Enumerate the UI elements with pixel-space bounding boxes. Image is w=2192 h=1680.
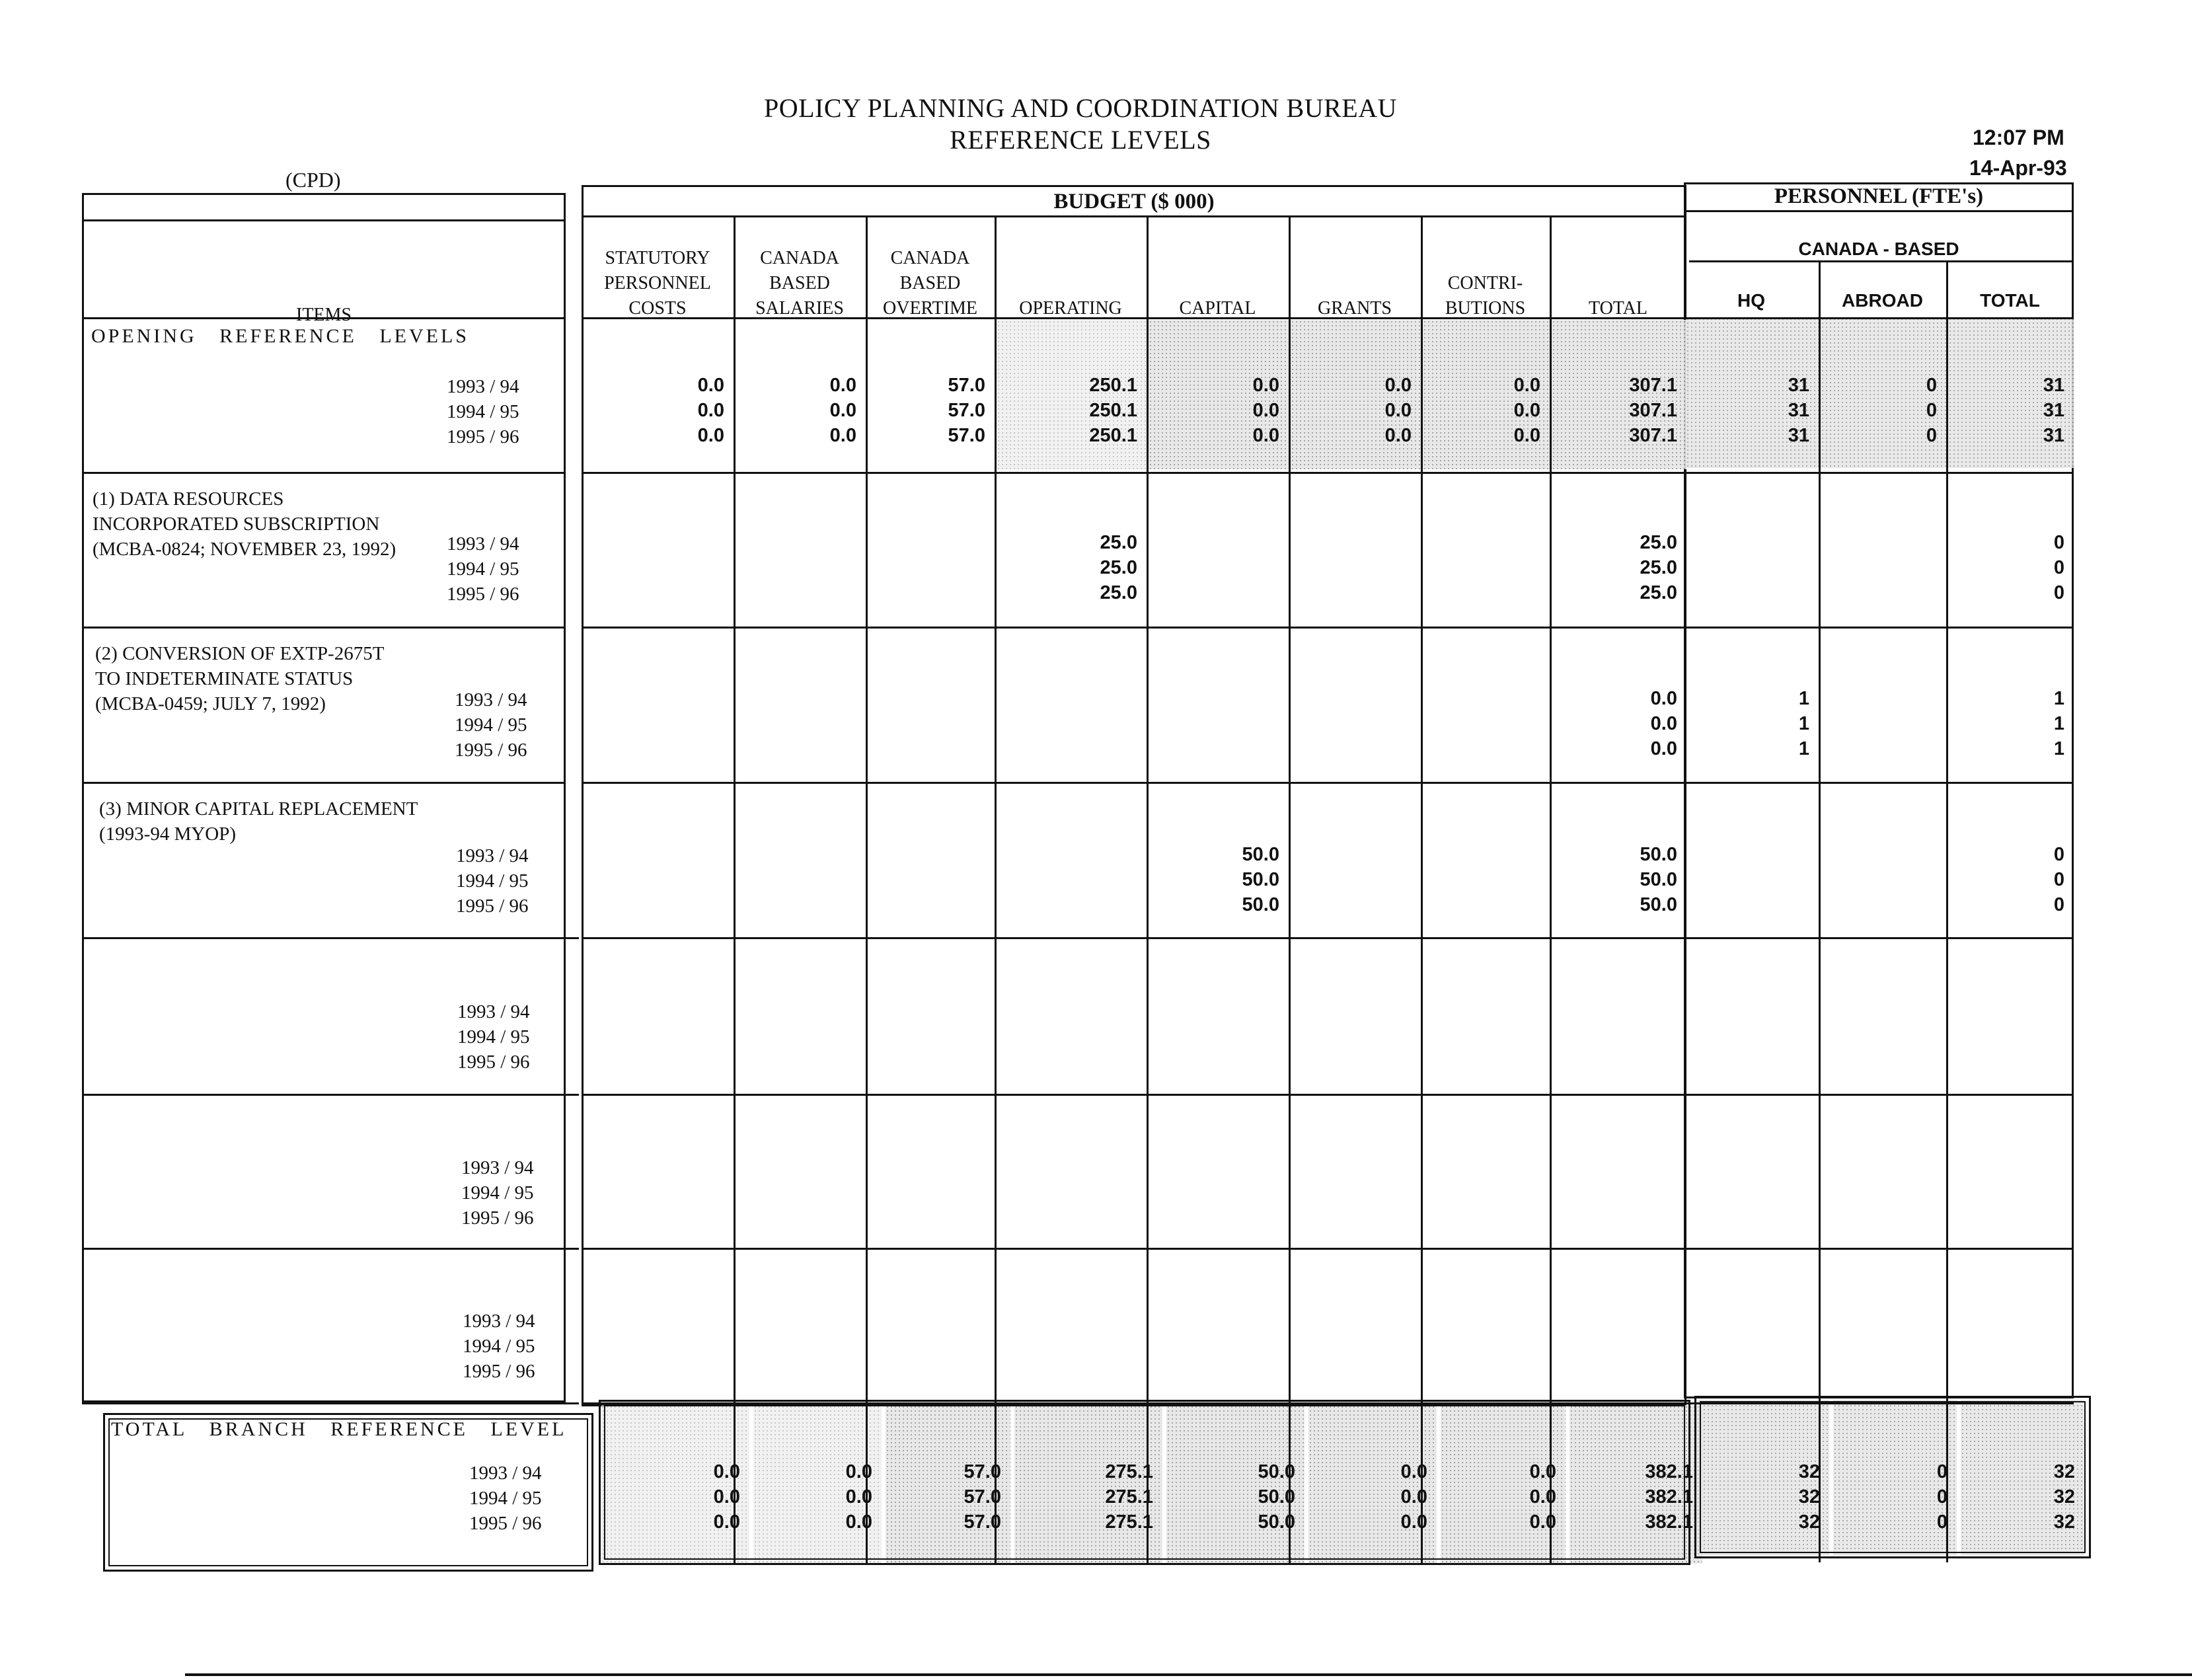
year-label: 1993 / 94 [447, 533, 519, 554]
budget-value: 50.0 [1242, 844, 1279, 865]
budget-value: 0.0 [829, 375, 856, 396]
personnel-value: 1 [1798, 713, 1809, 734]
personnel-value: 32 [2053, 1461, 2075, 1482]
personnel-value: 0 [2053, 532, 2064, 553]
personnel-value: 31 [1788, 375, 1809, 396]
budget-col-header-line: STATUTORY [605, 248, 710, 268]
year-label: 1994 / 95 [457, 1026, 530, 1048]
budget-value: 0.0 [697, 375, 724, 396]
budget-value: 250.1 [1089, 375, 1137, 396]
budget-value: 250.1 [1089, 400, 1137, 421]
personnel-value: 0 [1936, 1461, 1947, 1482]
year-label: 1993 / 94 [457, 1001, 530, 1022]
budget-col-header-line [1147, 271, 1289, 296]
budget-col-header-6 [1421, 246, 1550, 321]
year-label: 1994 / 95 [463, 1336, 535, 1357]
budget-col-header-line: CANADA [890, 248, 970, 268]
budget-col-header-line: OPERATING [1019, 298, 1122, 319]
year-label: 1993 / 94 [455, 689, 527, 710]
year-label: 1994 / 95 [447, 558, 519, 580]
budget-col-header-line [1289, 246, 1421, 271]
budget-value: 307.1 [1629, 425, 1677, 446]
total-items-frame [103, 1413, 593, 1572]
year-label: 1994 / 95 [461, 1182, 534, 1203]
budget-value: 50.0 [1242, 869, 1279, 890]
budget-value: 0.0 [845, 1486, 872, 1508]
budget-value: 0.0 [845, 1461, 872, 1482]
budget-col-header-line [1421, 246, 1550, 271]
budget-value: 50.0 [1242, 894, 1279, 915]
budget-value: 0.0 [1400, 1511, 1427, 1533]
budget-col-header-line [1289, 271, 1421, 296]
personnel-value: 31 [1788, 425, 1809, 446]
section-label: (3) MINOR CAPITAL REPLACEMENT [99, 798, 418, 820]
year-label: 1994 / 95 [447, 401, 519, 422]
personnel-value: 0 [2053, 582, 2064, 603]
total-personnel-frame [1694, 1396, 2091, 1558]
budget-value: 25.0 [1640, 582, 1677, 603]
personnel-value: 0 [2053, 557, 2064, 578]
budget-value: 0.0 [1384, 400, 1412, 421]
budget-col-header-line: TOTAL [1588, 298, 1647, 319]
personnel-value: 1 [1798, 688, 1809, 709]
budget-col-header-line [1550, 246, 1686, 271]
section-label: INCORPORATED SUBSCRIPTION [93, 514, 380, 535]
personnel-value: 31 [2043, 375, 2064, 396]
budget-value: 0.0 [1384, 425, 1412, 446]
year-label: 1994 / 95 [469, 1488, 542, 1509]
section-label: TO INDETERMINATE STATUS [95, 668, 354, 689]
budget-value: 0.0 [1252, 375, 1279, 396]
budget-col-header-0 [582, 246, 734, 321]
budget-value: 0.0 [829, 400, 856, 421]
items-column-header: ITEMS [296, 305, 352, 325]
budget-value: 0.0 [1650, 688, 1677, 709]
personnel-value: 1 [2053, 688, 2064, 709]
budget-value: 50.0 [1640, 844, 1677, 865]
personnel-col-header-2: TOTAL [1980, 290, 2040, 311]
budget-value: 0.0 [1529, 1486, 1556, 1508]
budget-value: 0.0 [1529, 1461, 1556, 1482]
budget-col-header-line: CAPITAL [1179, 298, 1256, 319]
budget-col-header-line: OVERTIME [883, 298, 977, 319]
personnel-value: 1 [2053, 738, 2064, 759]
budget-value: 0.0 [697, 400, 724, 421]
report-title: POLICY PLANNING AND COORDINATION BUREAU [763, 93, 1397, 123]
budget-col-header-7 [1550, 246, 1686, 321]
personnel-value: 31 [2043, 400, 2064, 421]
year-label: 1994 / 95 [456, 870, 529, 892]
year-label: 1993 / 94 [463, 1311, 535, 1332]
year-label: 1993 / 94 [461, 1157, 534, 1178]
department-code: (CPD) [285, 168, 341, 192]
budget-col-header-5 [1289, 246, 1421, 321]
budget-value: 382.1 [1645, 1511, 1693, 1533]
budget-col-header-line [995, 246, 1147, 271]
personnel-value: 32 [2053, 1511, 2075, 1533]
budget-value: 25.0 [1100, 582, 1137, 603]
budget-value: 250.1 [1089, 425, 1137, 446]
section-label: (2) CONVERSION OF EXTP-2675T [95, 643, 385, 664]
section-label: TOTAL BRANCH REFERENCE LEVEL [111, 1418, 567, 1440]
personnel-value: 0 [2053, 894, 2064, 915]
personnel-group-header: PERSONNEL (FTE's) [1774, 184, 1984, 208]
budget-value: 382.1 [1645, 1486, 1693, 1508]
budget-col-header-line: SALARIES [755, 298, 844, 319]
budget-value: 50.0 [1258, 1461, 1295, 1482]
budget-value: 50.0 [1258, 1511, 1295, 1533]
section-label: (MCBA-0459; JULY 7, 1992) [95, 693, 326, 714]
personnel-value: 0 [1926, 375, 1937, 396]
budget-value: 0.0 [713, 1511, 740, 1533]
budget-value: 50.0 [1640, 869, 1677, 890]
budget-value: 0.0 [1513, 400, 1540, 421]
budget-value: 50.0 [1258, 1486, 1295, 1508]
budget-value: 307.1 [1629, 375, 1677, 396]
budget-value: 57.0 [964, 1486, 1001, 1508]
budget-value: 57.0 [948, 425, 985, 446]
budget-col-header-line [1550, 271, 1686, 296]
budget-value: 0.0 [1650, 738, 1677, 759]
budget-col-header-4 [1147, 246, 1289, 321]
year-label: 1993 / 94 [447, 376, 519, 397]
year-label: 1995 / 96 [469, 1513, 542, 1534]
total-budget-frame [599, 1400, 1690, 1565]
budget-value: 57.0 [948, 400, 985, 421]
budget-value: 0.0 [1252, 425, 1279, 446]
budget-value: 25.0 [1100, 532, 1137, 553]
budget-value: 275.1 [1105, 1461, 1153, 1482]
year-label: 1995 / 96 [461, 1207, 534, 1229]
budget-value: 25.0 [1100, 557, 1137, 578]
budget-value: 0.0 [1400, 1461, 1427, 1482]
personnel-value: 1 [1798, 738, 1809, 759]
budget-value: 57.0 [964, 1461, 1001, 1482]
year-label: 1995 / 96 [447, 426, 519, 447]
personnel-value: 0 [2053, 869, 2064, 890]
personnel-value: 0 [2053, 844, 2064, 865]
personnel-value: 31 [1788, 400, 1809, 421]
personnel-value: 32 [2053, 1486, 2075, 1508]
budget-col-header-line: CONTRI- [1447, 273, 1523, 293]
budget-value: 0.0 [1252, 400, 1279, 421]
budget-value: 0.0 [1513, 425, 1540, 446]
budget-value: 25.0 [1640, 557, 1677, 578]
personnel-col-header-1: ABROAD [1842, 290, 1923, 311]
section-label: (1) DATA RESOURCES [93, 488, 284, 510]
budget-value: 0.0 [713, 1486, 740, 1508]
year-label: 1993 / 94 [469, 1463, 542, 1484]
budget-value: 0.0 [713, 1461, 740, 1482]
budget-value: 0.0 [1529, 1511, 1556, 1533]
personnel-value: 1 [2053, 713, 2064, 734]
budget-col-header-line [995, 271, 1147, 296]
budget-value: 0.0 [1513, 375, 1540, 396]
budget-col-header-line: BASED [769, 273, 830, 293]
year-label: 1995 / 96 [455, 740, 527, 761]
budget-value: 275.1 [1105, 1486, 1153, 1508]
year-label: 1995 / 96 [463, 1361, 535, 1382]
budget-col-header-line: GRANTS [1317, 298, 1392, 319]
year-label: 1994 / 95 [455, 714, 527, 736]
personnel-col-header-0: HQ [1737, 290, 1765, 311]
print-time: 12:07 PM [1973, 126, 2064, 149]
personnel-value: 0 [1936, 1486, 1947, 1508]
print-date: 14-Apr-93 [1969, 156, 2067, 180]
budget-value: 307.1 [1629, 400, 1677, 421]
budget-value: 0.0 [1400, 1486, 1427, 1508]
section-label: (MCBA-0824; NOVEMBER 23, 1992) [93, 539, 397, 560]
budget-value: 50.0 [1640, 894, 1677, 915]
budget-col-header-1 [734, 246, 866, 321]
budget-value: 0.0 [1650, 713, 1677, 734]
budget-col-header-2 [866, 246, 995, 321]
year-label: 1995 / 96 [447, 584, 519, 605]
budget-value: 0.0 [829, 425, 856, 446]
personnel-value: 32 [1798, 1461, 1820, 1482]
section-label: OPENING REFERENCE LEVELS [91, 325, 469, 347]
section-label: (1993-94 MYOP) [99, 823, 237, 845]
budget-col-header-line: CANADA [760, 248, 839, 268]
report-subtitle: REFERENCE LEVELS [950, 125, 1211, 155]
budget-value: 0.0 [845, 1511, 872, 1533]
personnel-value: 0 [1926, 425, 1937, 446]
budget-value: 57.0 [964, 1511, 1001, 1533]
budget-col-header-line: BUTIONS [1445, 298, 1526, 319]
year-label: 1995 / 96 [456, 896, 529, 917]
budget-value: 25.0 [1640, 532, 1677, 553]
personnel-value: 31 [2043, 425, 2064, 446]
budget-col-header-line: COSTS [628, 298, 687, 319]
year-label: 1995 / 96 [457, 1051, 530, 1073]
budget-group-header: BUDGET ($ 000) [1053, 190, 1215, 213]
budget-value: 0.0 [1384, 375, 1412, 396]
personnel-value: 0 [1936, 1511, 1947, 1533]
budget-col-header-line: BASED [899, 273, 961, 293]
personnel-value: 32 [1798, 1486, 1820, 1508]
canada-based-header: CANADA - BASED [1798, 239, 1959, 259]
personnel-value: 32 [1798, 1511, 1820, 1533]
budget-value: 0.0 [697, 425, 724, 446]
budget-value: 382.1 [1645, 1461, 1693, 1482]
personnel-value: 0 [1926, 400, 1937, 421]
budget-col-header-line [1147, 246, 1289, 271]
budget-value: 57.0 [948, 375, 985, 396]
budget-col-header-3 [995, 246, 1147, 321]
year-label: 1993 / 94 [456, 845, 529, 866]
budget-col-header-line: PERSONNEL [604, 273, 711, 293]
budget-value: 275.1 [1105, 1511, 1153, 1533]
